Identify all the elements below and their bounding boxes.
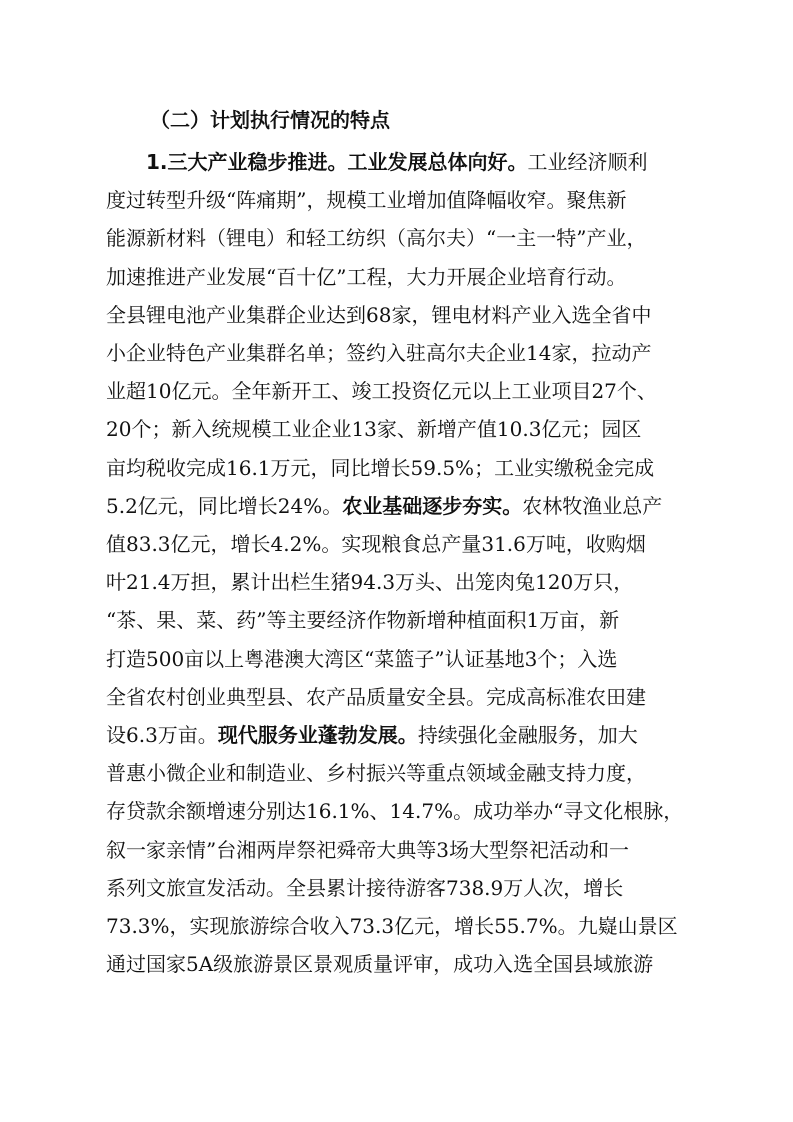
text-line: [106, 410, 716, 448]
text-run: 打造500亩以上粤港澳大湾区“菜篮子”认证基地3个；入选: [106, 646, 618, 671]
text-line: [106, 907, 716, 945]
text-run: 5.2亿元，同比增长24%。: [106, 493, 343, 518]
text-run: 73.3%，实现旅游综合收入73.3亿元，增长55.7%。九嶷山景区: [106, 914, 678, 938]
section-heading: （二）计划执行情况的特点: [150, 108, 390, 132]
text-line: [106, 754, 716, 792]
text-line: [106, 678, 716, 716]
text-run: 普惠小微企业和制造业、乡村振兴等重点领域金融支持力度，: [106, 761, 646, 786]
text-run: 全县锂电池产业集群企业达到68家，锂电材料产业入选全省中: [106, 302, 652, 327]
text-line: [106, 334, 716, 372]
text-run: 工业经济顺利: [527, 150, 648, 174]
text-run: 农林牧渔业总产: [522, 493, 663, 518]
text-run: 20个；新入统规模工业企业13家、新增产值10.3亿元；园区: [106, 417, 642, 442]
text-run: 加速推进产业发展“百十亿”工程，大力开展企业培育行动。: [106, 264, 627, 289]
text-run: 能源新材料（锂电）和轻工纺织（高尔夫）“一主一特”产业，: [106, 226, 647, 251]
text-line: [106, 716, 716, 754]
text-run: 亩均税收完成16.1万元，同比增长59.5%；工业实缴税金完成: [106, 455, 655, 480]
text-line: [106, 181, 716, 219]
text-run: 系列文旅宣发活动。全县累计接待游客738.9万人次，增长: [106, 875, 624, 900]
text-line: [106, 792, 716, 830]
text-line: [146, 143, 716, 181]
text-run: 叙一家亲情”台湘两岸祭祀舜帝大典等3场大型祭祀活动和一: [106, 837, 629, 862]
text-line: [106, 831, 716, 869]
text-line: [106, 525, 716, 563]
text-run: 业超10亿元。全年新开工、竣工投资亿元以上工业项目27个、: [106, 379, 657, 404]
text-run: “茶、果、菜、药”等主要经济作物新增种植面积1万亩，新: [106, 608, 620, 633]
text-line: [106, 601, 716, 639]
text-run: 存贷款余额增速分别达16.1%、14.7%。成功举办“寻文化根脉，: [106, 799, 684, 824]
text-run: 全省农村创业典型县、农产品质量安全县。完成高标准农田建: [106, 684, 646, 709]
text-line: [106, 449, 716, 487]
bold-run: 1.三大产业稳步推进。工业发展总体向好。: [146, 150, 528, 174]
bold-run: 现代服务业蓬勃发展。: [217, 723, 418, 747]
text-run: 度过转型升级“阵痛期”，规模工业增加值降幅收窄。聚焦新: [106, 188, 627, 213]
text-line: [106, 563, 716, 601]
text-run: 小企业特色产业集群名单；签约入驻高尔夫企业14家，拉动产: [106, 341, 652, 365]
text-run: 值83.3亿元，增长4.2%。实现粮食总产量31.6万吨，收购烟: [106, 532, 646, 556]
text-line: [106, 945, 716, 983]
text-line: [106, 372, 716, 410]
text-run: 设6.3万亩。: [106, 723, 218, 747]
text-line: [106, 487, 716, 525]
text-line: [106, 296, 716, 334]
text-line: [106, 869, 716, 907]
text-run: 叶21.4万担，累计出栏生猪94.3万头、出笼肉兔120万只，: [106, 570, 634, 595]
text-run: 通过国家5A级旅游景区景观质量评审，成功入选全国县域旅游: [106, 952, 654, 977]
text-run: 持续强化金融服务，加大: [417, 723, 638, 747]
text-line: [106, 640, 716, 678]
bold-run: 农业基础逐步夯实。: [342, 493, 523, 518]
text-line: [106, 258, 716, 296]
text-line: [106, 219, 716, 257]
